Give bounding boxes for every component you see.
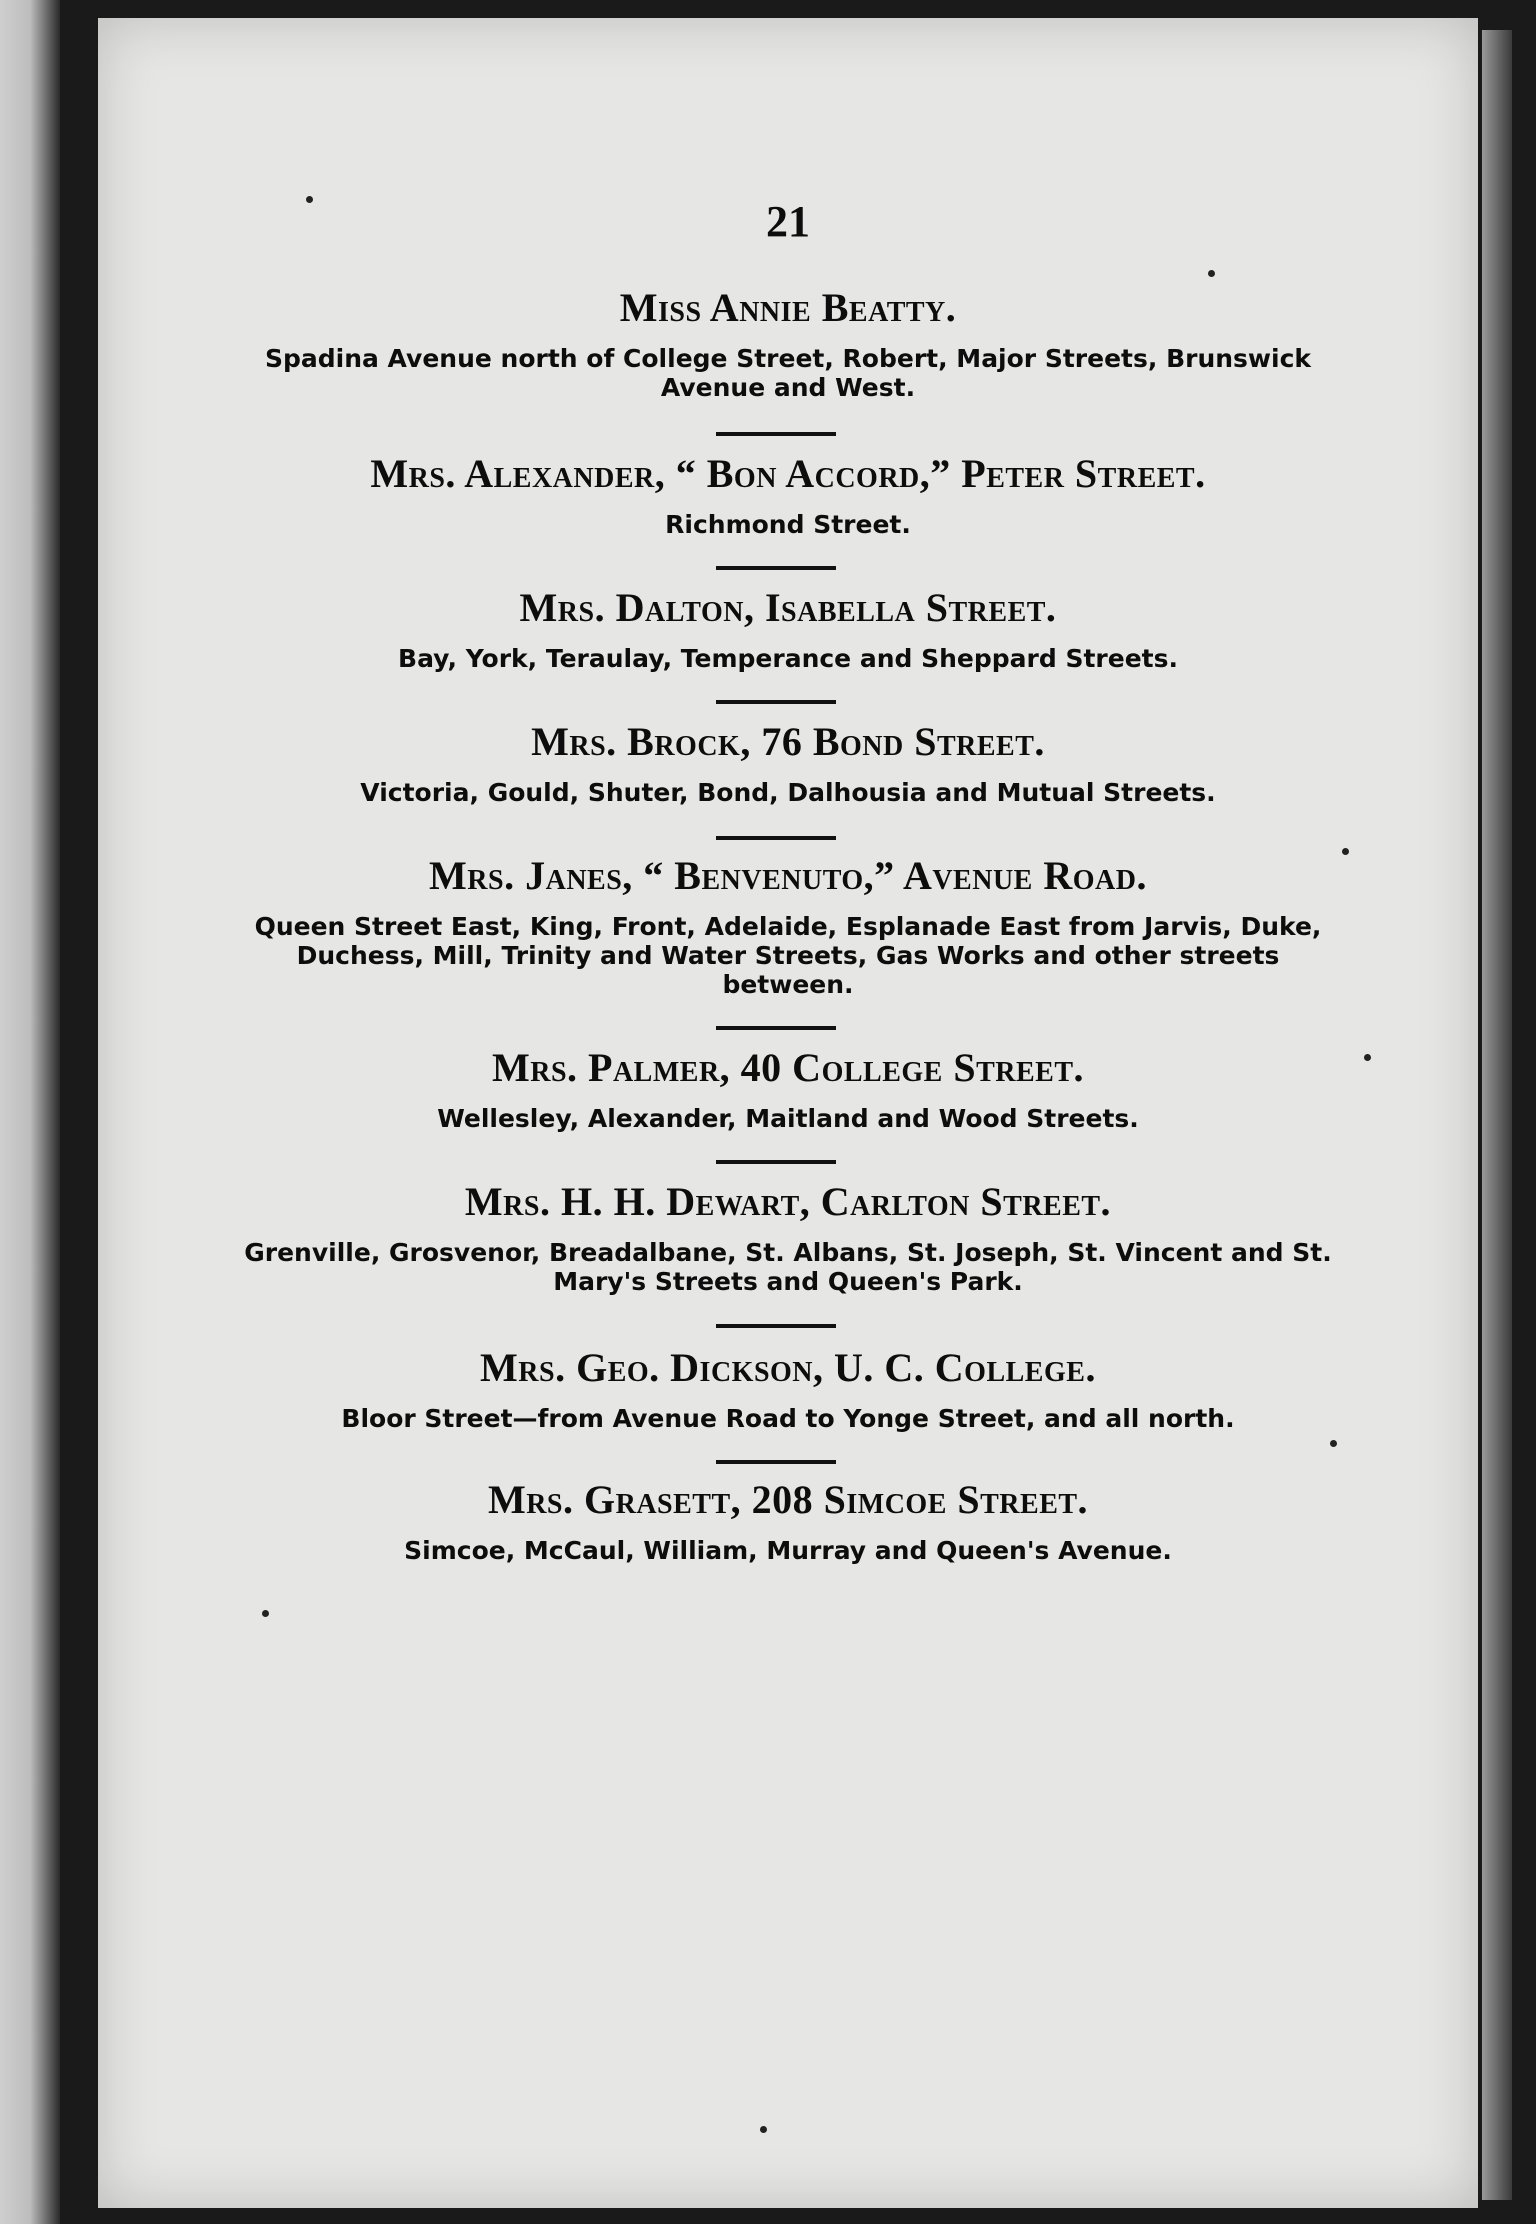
ink-speck (1364, 1054, 1371, 1061)
entry-streets: Grenville, Grosvenor, Breadalbane, St. Albans, St. Joseph, St. Vincent and St. Mary's Streets and Queen's Park. (244, 1238, 1332, 1296)
entry-streets: Spadina Avenue north of College Street, Robert, Major Streets, Brunswick Avenue and West. (264, 344, 1312, 402)
entry-streets: Victoria, Gould, Shuter, Bond, Dalhousia and Mutual Streets. (360, 778, 1216, 807)
entry-streets: Wellesley, Alexander, Maitland and Wood Streets. (437, 1104, 1139, 1133)
divider-rule (716, 1026, 836, 1030)
divider-rule (716, 1460, 836, 1464)
divider-rule (716, 700, 836, 704)
entry-streets: Simcoe, McCaul, William, Murray and Queen's Avenue. (404, 1536, 1172, 1565)
entry-name: Mrs. Palmer, 40 College Street. (491, 1045, 1085, 1090)
ink-speck (1208, 270, 1215, 277)
entry-name: Mrs. Alexander, “ Bon Accord,” Peter Street. (370, 451, 1206, 496)
entry-palmer (98, 1044, 1478, 1133)
entry-dickson (98, 1344, 1478, 1433)
entry-name: Mrs. H. H. Dewart, Carlton Street. (464, 1179, 1112, 1224)
entry-streets: Bay, York, Teraulay, Temperance and Sheppard Streets. (398, 644, 1178, 673)
entry-name: Miss Annie Beatty. (619, 285, 957, 330)
divider-rule (716, 432, 836, 436)
entry-streets: Richmond Street. (665, 510, 911, 539)
ink-speck (760, 2126, 767, 2133)
divider-rule (716, 1324, 836, 1328)
ink-speck (1342, 848, 1349, 855)
divider-rule (716, 566, 836, 570)
entry-name: Mrs. Dalton, Isabella Street. (519, 585, 1057, 630)
entry-beatty (98, 284, 1478, 402)
facing-page-edge (0, 0, 60, 2224)
entry-name: Mrs. Geo. Dickson, U. C. College. (480, 1345, 1096, 1390)
entry-name: Mrs. Grasett, 208 Simcoe Street. (487, 1477, 1089, 1522)
entry-dalton (98, 584, 1478, 673)
entry-grasett (98, 1476, 1478, 1565)
ink-speck (262, 1610, 269, 1617)
entry-janes (98, 852, 1478, 999)
ink-speck (1330, 1440, 1337, 1447)
divider-rule (716, 836, 836, 840)
entry-name: Mrs. Brock, 76 Bond Street. (531, 719, 1045, 764)
page-number: 21 (766, 197, 810, 246)
page-edge-shadow (1482, 30, 1512, 2200)
entry-name: Mrs. Janes, “ Benvenuto,” Avenue Road. (429, 853, 1147, 898)
entry-dewart (98, 1178, 1478, 1296)
entry-streets: Bloor Street—from Avenue Road to Yonge Street, and all north. (341, 1404, 1235, 1433)
divider-rule (716, 1160, 836, 1164)
entry-brock (98, 718, 1478, 807)
entry-alexander (98, 450, 1478, 539)
ink-speck (306, 196, 313, 203)
entry-streets: Queen Street East, King, Front, Adelaide, Esplanade East from Jarvis, Duke, Duchess, Mill, Trinity and Water Streets, Gas Works and other streets between. (254, 912, 1322, 999)
